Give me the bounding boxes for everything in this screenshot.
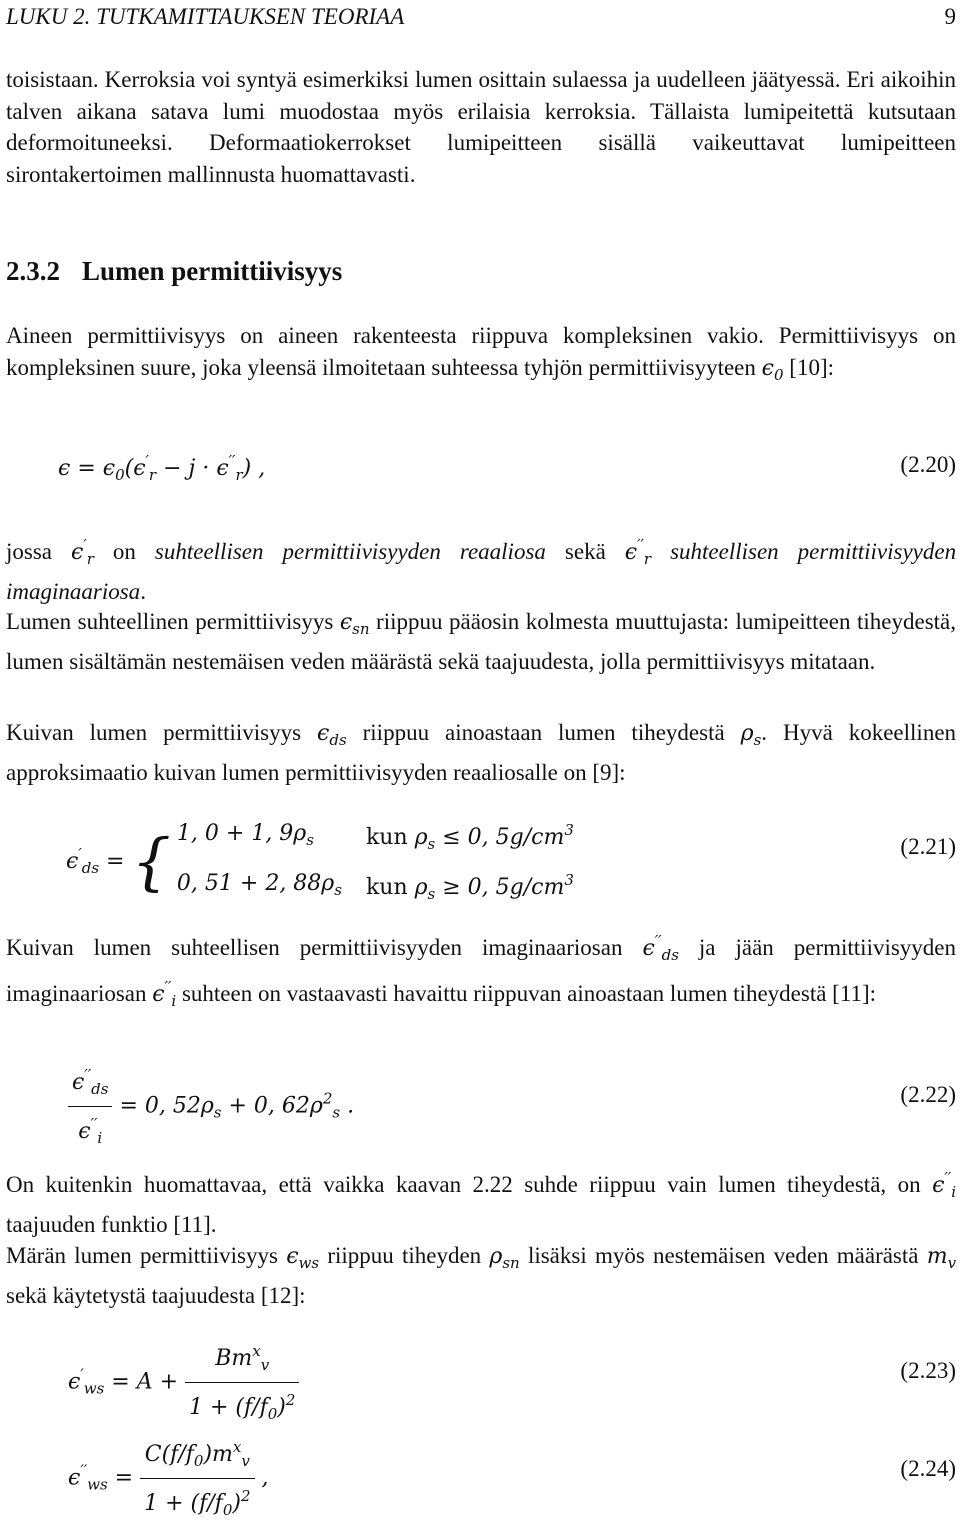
equation-2-22	[6, 1058, 956, 1147]
epsilon-sn: $\epsilon_{sn}$	[339, 610, 370, 638]
text: sekä	[564, 539, 606, 564]
equation-number: (2.23)	[900, 1358, 956, 1383]
text: ja jään permittiivisyyden imaginaariosan	[6, 935, 957, 1006]
text: Lumen suhteellinen permittiivisyys	[6, 609, 334, 634]
paragraph-imaginary-part	[6, 926, 956, 1017]
equation-body: $\epsilon''_{ws}$ = $\frac{C(f/f_0)m^x_v}{1 + (f/f_0)^2}$ ,	[68, 1430, 269, 1527]
text: . Hyvä kokeellinen approksimaatio kuivan lumen permittiivisyyden reaaliosalle on [9]:	[6, 720, 957, 785]
text: jossa	[6, 539, 52, 564]
epsilon-r-prime: $\epsilon'_r$	[71, 536, 94, 568]
equation-number: (2.22)	[900, 1082, 956, 1107]
equation-number: (2.24)	[900, 1456, 956, 1481]
text: riippuu tiheyden	[327, 1243, 482, 1268]
paragraph-wet-snow	[6, 1240, 956, 1311]
case-2-condition: ≥ 0, 5g/cm	[442, 875, 565, 900]
fraction: $\frac{C(f/f_0)m^x_v}{1 + (f/f_0)^2}$	[140, 1430, 254, 1527]
equation-2-20	[6, 452, 956, 492]
equation-number: (2.20)	[900, 452, 956, 477]
m-v: $m_v$	[926, 1244, 957, 1272]
paragraph-text: Aineen permittiivisyys on aineen rakenteesta riippuva kompleksinen vakio. Permittiivisyys on kompleksinen suure, joka yleensä ilmoitetaan suhteessa tyhjön permittiivisyyteen	[6, 323, 956, 380]
text: suhteen on vastaavasti havaittu riippuvan ainoastaan lumen tiheydestä [11]:	[181, 980, 877, 1006]
epsilon-0-symbol: $\epsilon_0$	[761, 355, 784, 384]
equation-body: $\frac{\epsilon''_{ds}}{\epsilon''_i}$ = 0, $52\rho_s + 0$, $62\rho^2_s$ .	[68, 1058, 354, 1155]
paragraph-deformation: toisistaan. Kerroksia voi syntyä esimerkiksi lumen osittain sulaessa ja uudelleen jäätyessä. Eri aikoihin talven aikana satava lumi muodostaa myös erilaisia kerroksia. Tällaista lumipeitettä kutsutaan deformoituneeksi. Deformaatiokerrokset lumipeitteen sisällä vaikeuttavat lumipeitteen sirontakertoimen mallinnusta huomattavasti.	[6, 67, 956, 187]
fraction: $\frac{\epsilon''_{ds}}{\epsilon''_i}$	[68, 1058, 112, 1155]
text: On kuitenkin huomattavaa, että vaikka kaavan 2.22 suhde riippuu vain lumen tiheydestä, on	[6, 1172, 921, 1197]
epsilon-i-double-prime: $\epsilon''_i$	[152, 977, 177, 1010]
rho-s: $\rho_s$	[740, 721, 762, 749]
section-number: 2.3.2	[6, 256, 60, 286]
text: riippuu ainoastaan lumen tiheydestä	[362, 720, 725, 745]
text: Kuivan lumen suhteellisen permittiivisyyden imaginaariosan	[6, 935, 623, 960]
case-2-kun: kun	[365, 875, 408, 900]
section-title: Lumen permittiivisyys	[82, 256, 343, 286]
case-1-expr: 1, 0 + 1, 9ρ	[176, 821, 307, 846]
rho-sn: $\rho_{sn}$	[489, 1244, 520, 1272]
paragraph-frequency-note	[6, 1163, 956, 1240]
paragraph-permittivity-definition	[6, 320, 956, 391]
paragraph-snow-permittivity	[6, 606, 956, 677]
rhs-term-2: + 0, 62ρ	[228, 1093, 323, 1119]
text: Kuivan lumen permittiivisyys	[6, 720, 302, 745]
emphasis: imaginaariosa	[6, 578, 141, 604]
equation-number: (2.21)	[900, 834, 956, 859]
text: on	[112, 539, 136, 564]
running-header	[6, 4, 956, 34]
equation-body: $\epsilon = \epsilon_0(\epsilon'_r - j \cdot \epsilon''_r)$ ,	[58, 452, 266, 484]
emphasis: suhteellisen permittiivisyyden	[670, 539, 957, 564]
emphasis: suhteellisen permittiivisyyden reaaliosa	[154, 539, 546, 564]
epsilon-i-double-prime: $\epsilon''_i$	[932, 1169, 957, 1201]
paragraph-real-imag-parts: jossa $\epsilon'_r$ on suhteellisen permittiivisyyden reaaliosa sekä $\epsilon''_r$ suhteellisen permittiivisyyden imaginaariosa.	[6, 536, 957, 604]
case-1-kun: kun	[365, 825, 408, 850]
case-2-expr: 0, 51 + 2, 88ρ	[176, 871, 335, 896]
chapter-title: LUKU 2. TUTKAMITTAUKSEN TEORIAA	[6, 4, 405, 29]
section-heading	[6, 256, 342, 287]
epsilon-r-double-prime: $\epsilon''_r$	[624, 536, 652, 568]
equation-body: $\epsilon'_{ws} = A$ + $\frac{Bm^x_v}{1 + (f/f_0)^2}$	[68, 1334, 299, 1431]
epsilon-ws: $\epsilon_{ws}$	[286, 1244, 320, 1272]
text: sekä käytetystä taajuudesta [12]:	[6, 1282, 306, 1308]
rhs-term-1: = 0, 52ρ	[119, 1093, 214, 1119]
equation-2-24	[6, 1430, 956, 1519]
text: riippuu pääosin kolmesta muuttujasta: lumipeitteen tiheydestä, lumen sisältämän nestemäisen veden määrästä sekä taajuudesta, jolla permittiivisyys mitataan.	[6, 609, 956, 674]
epsilon-ds-double-prime: $\epsilon''_{ds}$	[642, 932, 679, 964]
epsilon-ds: $\epsilon_{ds}$	[317, 721, 347, 749]
fraction: $\frac{Bm^x_v}{1 + (f/f_0)^2}$	[185, 1334, 299, 1431]
equation-body: $\epsilon'_{ds}$ = { 1, 0 + 1, $9\rho_s$ kun $\rho_s \le 0$, $5g/cm^3$ 0, 51 + 2, $88\rho_s$ kun $\rho_s \ge 0$, $5g/cm^3$	[66, 821, 574, 903]
paragraph-dry-snow	[6, 717, 956, 788]
text: lisäksi myös nestemäisen veden määrästä	[527, 1243, 919, 1268]
text: Märän lumen permittiivisyys	[6, 1243, 278, 1268]
text: taajuuden funktio [11].	[6, 1211, 217, 1237]
equation-2-23	[6, 1334, 956, 1423]
citation: [10]:	[789, 354, 834, 380]
page-number: 9	[944, 4, 956, 29]
case-1-condition: ≤ 0, 5g/cm	[442, 825, 565, 850]
